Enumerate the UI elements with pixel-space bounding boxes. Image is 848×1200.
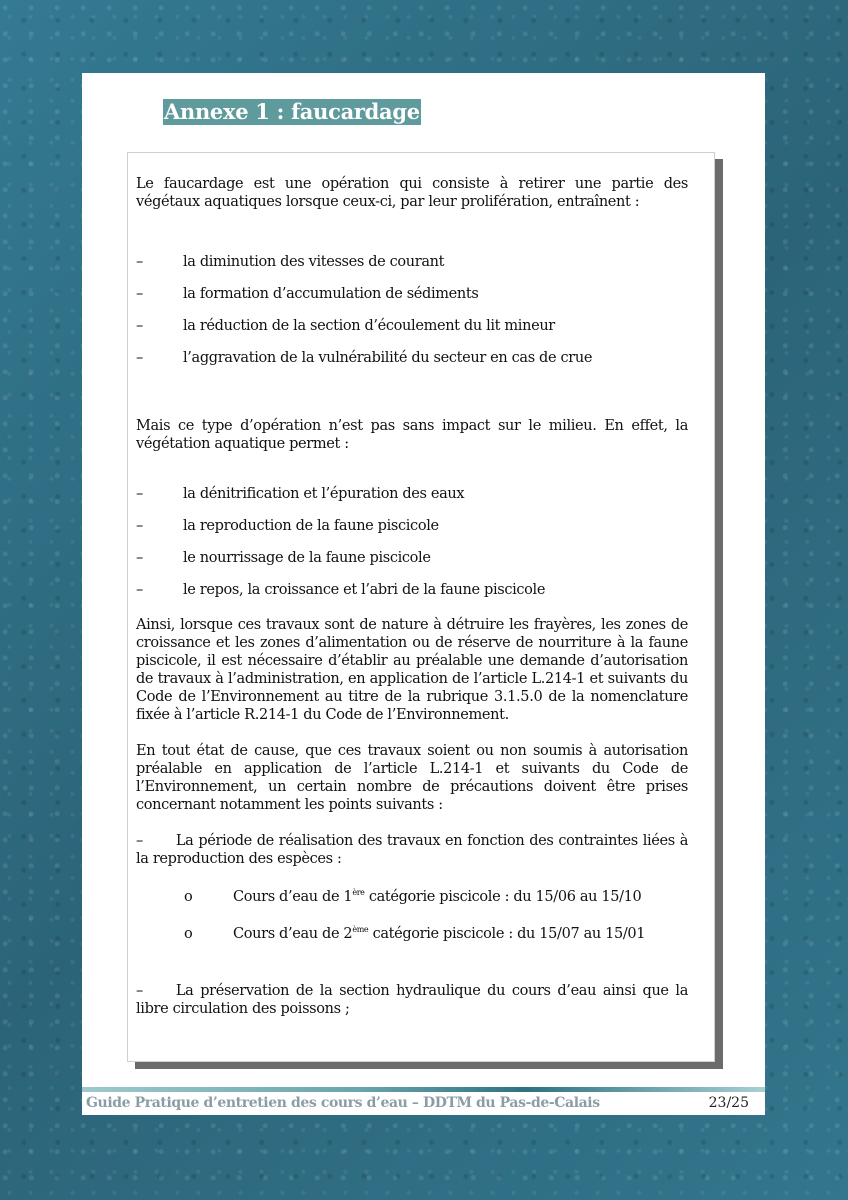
- list-item: – l’aggravation de la vulnérabilité du secteur en cas de crue: [136, 350, 593, 366]
- footer-title: Guide Pratique d’entretien des cours d’eau – DDTM du Pas-de-Calais: [86, 1095, 600, 1111]
- dash-marker: –: [136, 254, 143, 270]
- list-item: – la dénitrification et l’épuration des eaux: [136, 486, 465, 502]
- paragraph-3: Ainsi, lorsque ces travaux sont de nature à détruire les frayères, les zones de croissance et les zones d’alimentation ou de réserve de nourriture à la faune piscicole, il est nécessaire d’établir au préalable une demande d’autorisation de travaux à l’administration, en application de l’article L.214-1 et suivants du Code de l’Environnement au titre de la rubrique 3.1.5.0 de la nomenclature fixée à l’article R.214-1 du Code de l’Environnement.: [136, 617, 688, 723]
- list-item: – le nourrissage de la faune piscicole: [136, 550, 431, 566]
- point-2: – La préservation de la section hydraulique du cours d’eau ainsi que la libre circulation des poissons ;: [136, 983, 688, 1017]
- list-item: – la diminution des vitesses de courant: [136, 254, 445, 270]
- dash-marker: –: [136, 318, 143, 334]
- list-item: – la réduction de la section d’écoulement du lit mineur: [136, 318, 555, 334]
- intro-paragraph: Le faucardage est une opération qui consiste à retirer une partie des végétaux aquatiques lorsque ceux-ci, par leur prolifération, entraînent :: [136, 176, 688, 210]
- sub-list-item: o Cours d’eau de 1ère catégorie piscicole : du 15/06 au 15/10: [184, 888, 642, 905]
- paragraph-4: En tout état de cause, que ces travaux soient ou non soumis à autorisation préalable en application de l’article L.214-1 et suivants du Code de l’Environnement, un certain nombre de précautions doivent être prises concernant notamment les points suivants :: [136, 743, 688, 813]
- dash-marker: –: [136, 350, 143, 366]
- dash-marker: –: [136, 582, 143, 598]
- page-title: Annexe 1 : faucardage: [164, 99, 420, 124]
- list-item: – la formation d’accumulation de sédiments: [136, 286, 479, 302]
- sub-list-item: o Cours d’eau de 2ème catégorie piscicole : du 15/07 au 15/01: [184, 925, 646, 942]
- dash-marker: –: [136, 486, 143, 502]
- circle-marker: o: [184, 926, 193, 942]
- point-1: – La période de réalisation des travaux en fonction des contraintes liées à la reproduction des espèces :: [136, 833, 688, 867]
- content-box: [127, 152, 715, 1062]
- dash-marker: –: [136, 550, 143, 566]
- paragraph-2: Mais ce type d’opération n’est pas sans impact sur le milieu. En effet, la végétation aquatique permet :: [136, 418, 688, 452]
- document-page: [82, 73, 765, 1115]
- list-item: – la reproduction de la faune piscicole: [136, 518, 439, 534]
- footer-divider: [82, 1087, 765, 1092]
- content-text: [136, 175, 688, 1018]
- dash-marker: –: [136, 518, 143, 534]
- dash-marker: –: [136, 286, 143, 302]
- circle-marker: o: [184, 889, 193, 905]
- page-number: 23/25: [708, 1095, 749, 1111]
- list-item: – le repos, la croissance et l’abri de la faune piscicole: [136, 582, 546, 598]
